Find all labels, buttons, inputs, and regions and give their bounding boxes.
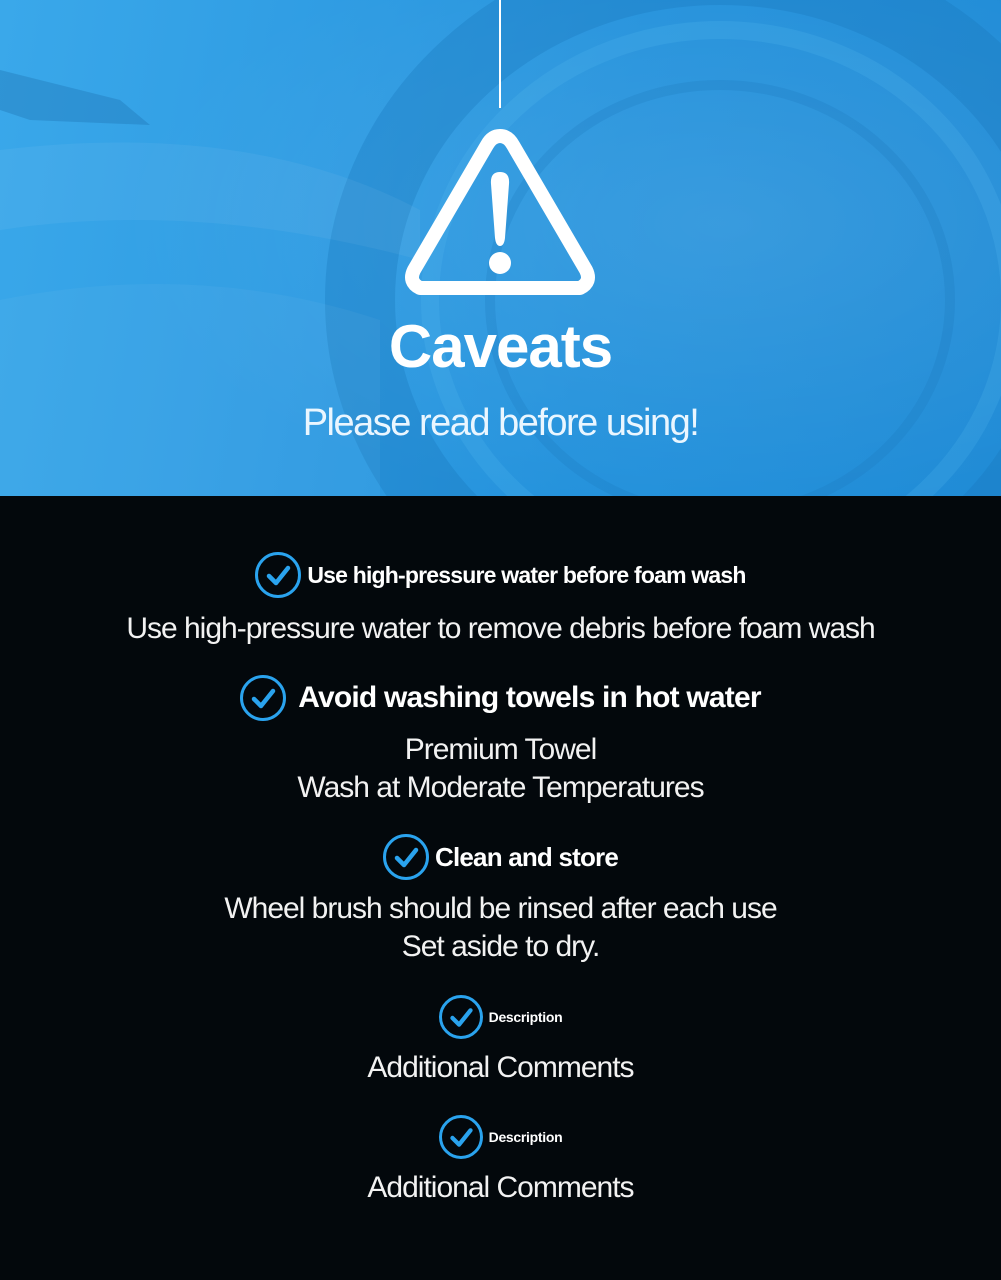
caveat-description (0, 890, 1001, 966)
caveat-line: Set aside to dry. (401, 930, 600, 963)
caveat-description (0, 1169, 1001, 1207)
caveat-title: Description (488, 1009, 563, 1025)
checkmark-circle-icon (255, 552, 301, 598)
caveat-title: Avoid washing towels in hot water (298, 681, 761, 714)
caveat-heading (0, 550, 1001, 600)
caveat-title: Use high-pressure water before foam wash (307, 561, 746, 588)
caveat-line: Additional Comments (367, 1171, 634, 1204)
caveat-heading (0, 994, 1001, 1040)
caveat-line: Premium Towel (404, 733, 597, 766)
checkmark-circle-icon (383, 834, 429, 880)
caveat-line: Wheel brush should be rinsed after each use (224, 892, 777, 925)
caveat-line: Additional Comments (367, 1051, 634, 1084)
caveat-title: Description (488, 1129, 563, 1145)
caveat-line: Use high-pressure water to remove debris before foam wash (126, 612, 875, 645)
page-title: Caveats (388, 313, 613, 380)
caveat-heading (0, 832, 1001, 882)
hero-banner (0, 0, 1001, 496)
caveat-description (0, 1049, 1001, 1087)
page-subtitle: Please read before using! (302, 402, 699, 444)
checkmark-circle-icon (439, 995, 483, 1039)
caveat-line: Wash at Moderate Temperatures (297, 771, 704, 804)
caveat-heading (0, 1114, 1001, 1160)
caveat-description (0, 610, 1001, 648)
caveat-heading (0, 673, 1001, 723)
checkmark-circle-icon (439, 1115, 483, 1159)
hanging-line (499, 0, 501, 108)
caveat-title: Clean and store (434, 841, 619, 872)
caveat-description (0, 731, 1001, 807)
caveats-list (0, 496, 1001, 1280)
warning-triangle-icon (400, 120, 600, 305)
checkmark-circle-icon (240, 675, 286, 721)
